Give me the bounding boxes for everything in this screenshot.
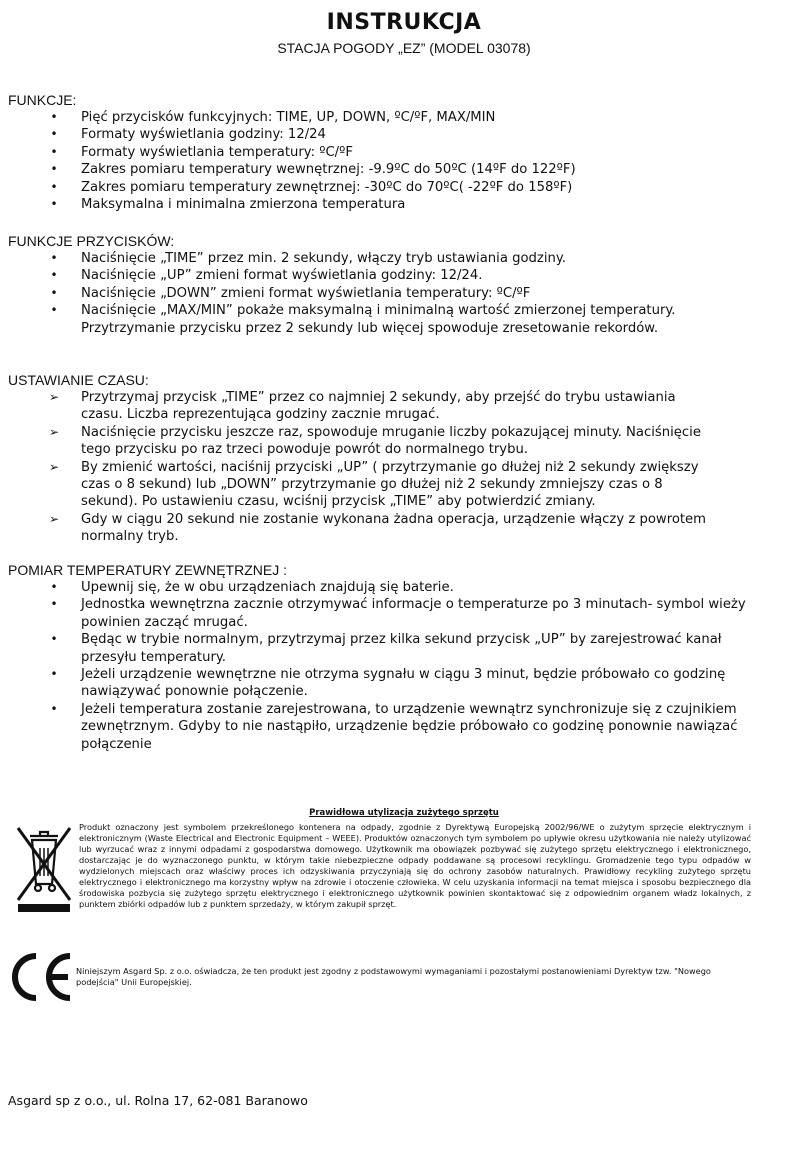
buttons-section xyxy=(8,232,798,337)
bullet-icon xyxy=(44,285,64,302)
list-item: ➢ Naciśnięcie przycisku jeszcze raz, spowoduje mruganie liczby pokazującej minuty. Naciśnięcie tego przycisku po raz trzeci powoduje powrót do normalnego trybu. xyxy=(8,424,718,459)
features-heading: FUNKCJE: xyxy=(8,92,77,108)
buttons-heading: FUNKCJE PRZYCISKÓW: xyxy=(8,233,175,249)
outdoor-temp-list xyxy=(8,579,798,753)
list-item: • Naciśnięcie „TIME” przez min. 2 sekundy, włączy tryb ustawiania godziny. xyxy=(8,250,798,267)
ce-mark-icon xyxy=(6,950,76,1004)
buttons-list xyxy=(8,250,798,337)
list-item: ➢ Przytrzymaj przycisk „TIME” przez co najmniej 2 sekundy, aby przejść do trybu ustawiania czasu. Liczba reprezentująca godziny zacznie mrugać. xyxy=(8,389,718,424)
ce-declaration: Niniejszym Asgard Sp. z o.o. oświadcza, że ten produkt jest zgodny z podstawowymi wymaganiami i pozostałymi postanowieniami Dyrektyw tzw. "Nowego podejścia" Unii Europejskiej. xyxy=(76,966,711,987)
features-section xyxy=(8,91,798,213)
list-item: • Zakres pomiaru temperatury zewnętrznej: -30ºC do 70ºC( -22ºF do 158ºF) xyxy=(8,179,798,196)
list-item: • Naciśnięcie „UP” zmieni format wyświetlania godziny: 12/24. xyxy=(8,267,798,284)
company-address: Asgard sp z o.o., ul. Rolna 17, 62-081 Baranowo xyxy=(8,1093,308,1108)
time-setting-list xyxy=(8,389,798,546)
bullet-icon xyxy=(44,250,64,267)
list-item: • Zakres pomiaru temperatury wewnętrznej: -9.9ºC do 50ºC (14ºF do 122ºF) xyxy=(8,161,798,178)
page-title: INSTRUKCJA xyxy=(326,10,482,35)
list-item: • Jeżeli temperatura zostanie zarejestrowana, to urządzenie wewnątrz synchronizuje się z czujnikiem zewnętrznym. Gdyby to nie nastąpiło, urządzenie będzie próbowało co godzinę ponownie nawiązać połączenie xyxy=(8,701,758,753)
bullet-icon xyxy=(44,302,64,319)
list-item: • Upewnij się, że w obu urządzeniach znajdują się baterie. xyxy=(8,579,758,596)
outdoor-temp-heading: POMIAR TEMPERATURY ZEWNĘTRZNEJ : xyxy=(8,562,287,578)
list-item: • Naciśnięcie „MAX/MIN” pokaże maksymalną i minimalną wartość zmierzonej temperatury. Przytrzymanie przycisku przez 2 sekundy lub więcej spowoduje zresetowanie rekordów. xyxy=(8,302,798,337)
list-item: • Jeżeli urządzenie wewnętrzne nie otrzyma sygnału w ciągu 3 minut, będzie próbowało co godzinę nawiązywać ponownie połączenie. xyxy=(8,666,758,701)
outdoor-temp-section xyxy=(8,561,798,753)
bullet-icon xyxy=(44,666,64,683)
weee-text: Produkt oznaczony jest symbolem przekreślonego kontenera na odpady, zgodnie z Dyrektywą Europejską 2002/96/WE o zużytym sprzęcie elektrycznym i elektronicznym (Waste Electrical and Electronic Equipment – WEEE). Produktów oznaczonych tym symbolem po upływie okresu użytkowania nie należy utylizować lub wyrzucać wraz z innymi odpadami z gospodarstwa domowego. Użytkownik ma obowiązek pozbywać się zużytego sprzętu elektrycznego i elektronicznego, dostarczając je do wyznaczonego punktu, w którym takie niebezpieczne odpady poddawane są procesowi recyklingu. Gromadzenie tego typu odpadów w wydzielonych miejscach oraz właściwy proces ich odzyskiwania przyczyniają się do ochrony zasobów naturalnych. Prawidłowy recykling zużytego sprzętu elektrycznego i elektronicznego ma korzystny wpływ na zdrowie i otoczenie człowieka. W celu uzyskania informacji na temat miejsca i sposobu bezpiecznego dla środowiska pozbycia się zużytego sprzętu elektrycznego i elektronicznego użytkownik powinien skontaktować się z odpowiednim organem władz lokalnych, z punktem zbiórki odpadów lub z punktem sprzedaży, w którym zakupił sprzęt. xyxy=(79,822,751,909)
arrow-bullet-icon xyxy=(44,459,64,476)
time-setting-heading: USTAWIANIE CZASU: xyxy=(8,372,149,388)
list-item: • Pięć przycisków funkcyjnych: TIME, UP, DOWN, ºC/ºF, MAX/MIN xyxy=(8,109,798,126)
bullet-icon xyxy=(44,126,64,143)
list-item: • Naciśnięcie „DOWN” zmieni format wyświetlania temperatury: ºC/ºF xyxy=(8,285,798,302)
bullet-icon xyxy=(44,109,64,126)
list-item: • Jednostka wewnętrzna zacznie otrzymywać informacje o temperaturze po 3 minutach- symbol wieży powinien zacząć mrugać. xyxy=(8,596,758,631)
arrow-bullet-icon xyxy=(44,389,64,406)
list-item: ➢ By zmienić wartości, naciśnij przyciski „UP” ( przytrzymanie go dłużej niż 2 sekundy zwiększy czas o 8 sekund) lub „DOWN” przytrzymanie go dłużej niż 2 sekundy zmniejszy czas o 8 sekund). Po ustawieniu czasu, wciśnij przycisk „TIME” aby potwierdzić zmiany. xyxy=(8,459,718,511)
bullet-icon xyxy=(44,161,64,178)
list-item: • Będąc w trybie normalnym, przytrzymaj przez kilka sekund przycisk „UP” by zarejestrować kanał przesyłu temperatury. xyxy=(8,631,758,666)
bullet-icon xyxy=(44,631,64,648)
weee-title: Prawidłowa utylizacja zużytego sprzętu xyxy=(309,808,499,818)
crossed-bin-icon xyxy=(14,822,74,914)
list-item: • Formaty wyświetlania temperatury: ºC/ºF xyxy=(8,144,798,161)
page-subtitle: STACJA POGODY „EZ” (MODEL 03078) xyxy=(277,40,531,56)
arrow-bullet-icon xyxy=(44,511,64,528)
bullet-icon xyxy=(44,596,64,613)
bullet-icon xyxy=(44,179,64,196)
bullet-icon xyxy=(44,196,64,213)
list-item: • Maksymalna i minimalna zmierzona temperatura xyxy=(8,196,798,213)
bullet-icon xyxy=(44,579,64,596)
time-setting-section xyxy=(8,371,798,546)
bullet-icon xyxy=(44,267,64,284)
list-item: ➢ Gdy w ciągu 20 sekund nie zostanie wykonana żadna operacja, urządzenie włączy z powrotem normalny tryb. xyxy=(8,511,718,546)
bullet-icon xyxy=(44,701,64,718)
arrow-bullet-icon xyxy=(44,424,64,441)
bullet-icon xyxy=(44,144,64,161)
list-item: • Formaty wyświetlania godziny: 12/24 xyxy=(8,126,798,143)
features-list xyxy=(8,109,798,213)
